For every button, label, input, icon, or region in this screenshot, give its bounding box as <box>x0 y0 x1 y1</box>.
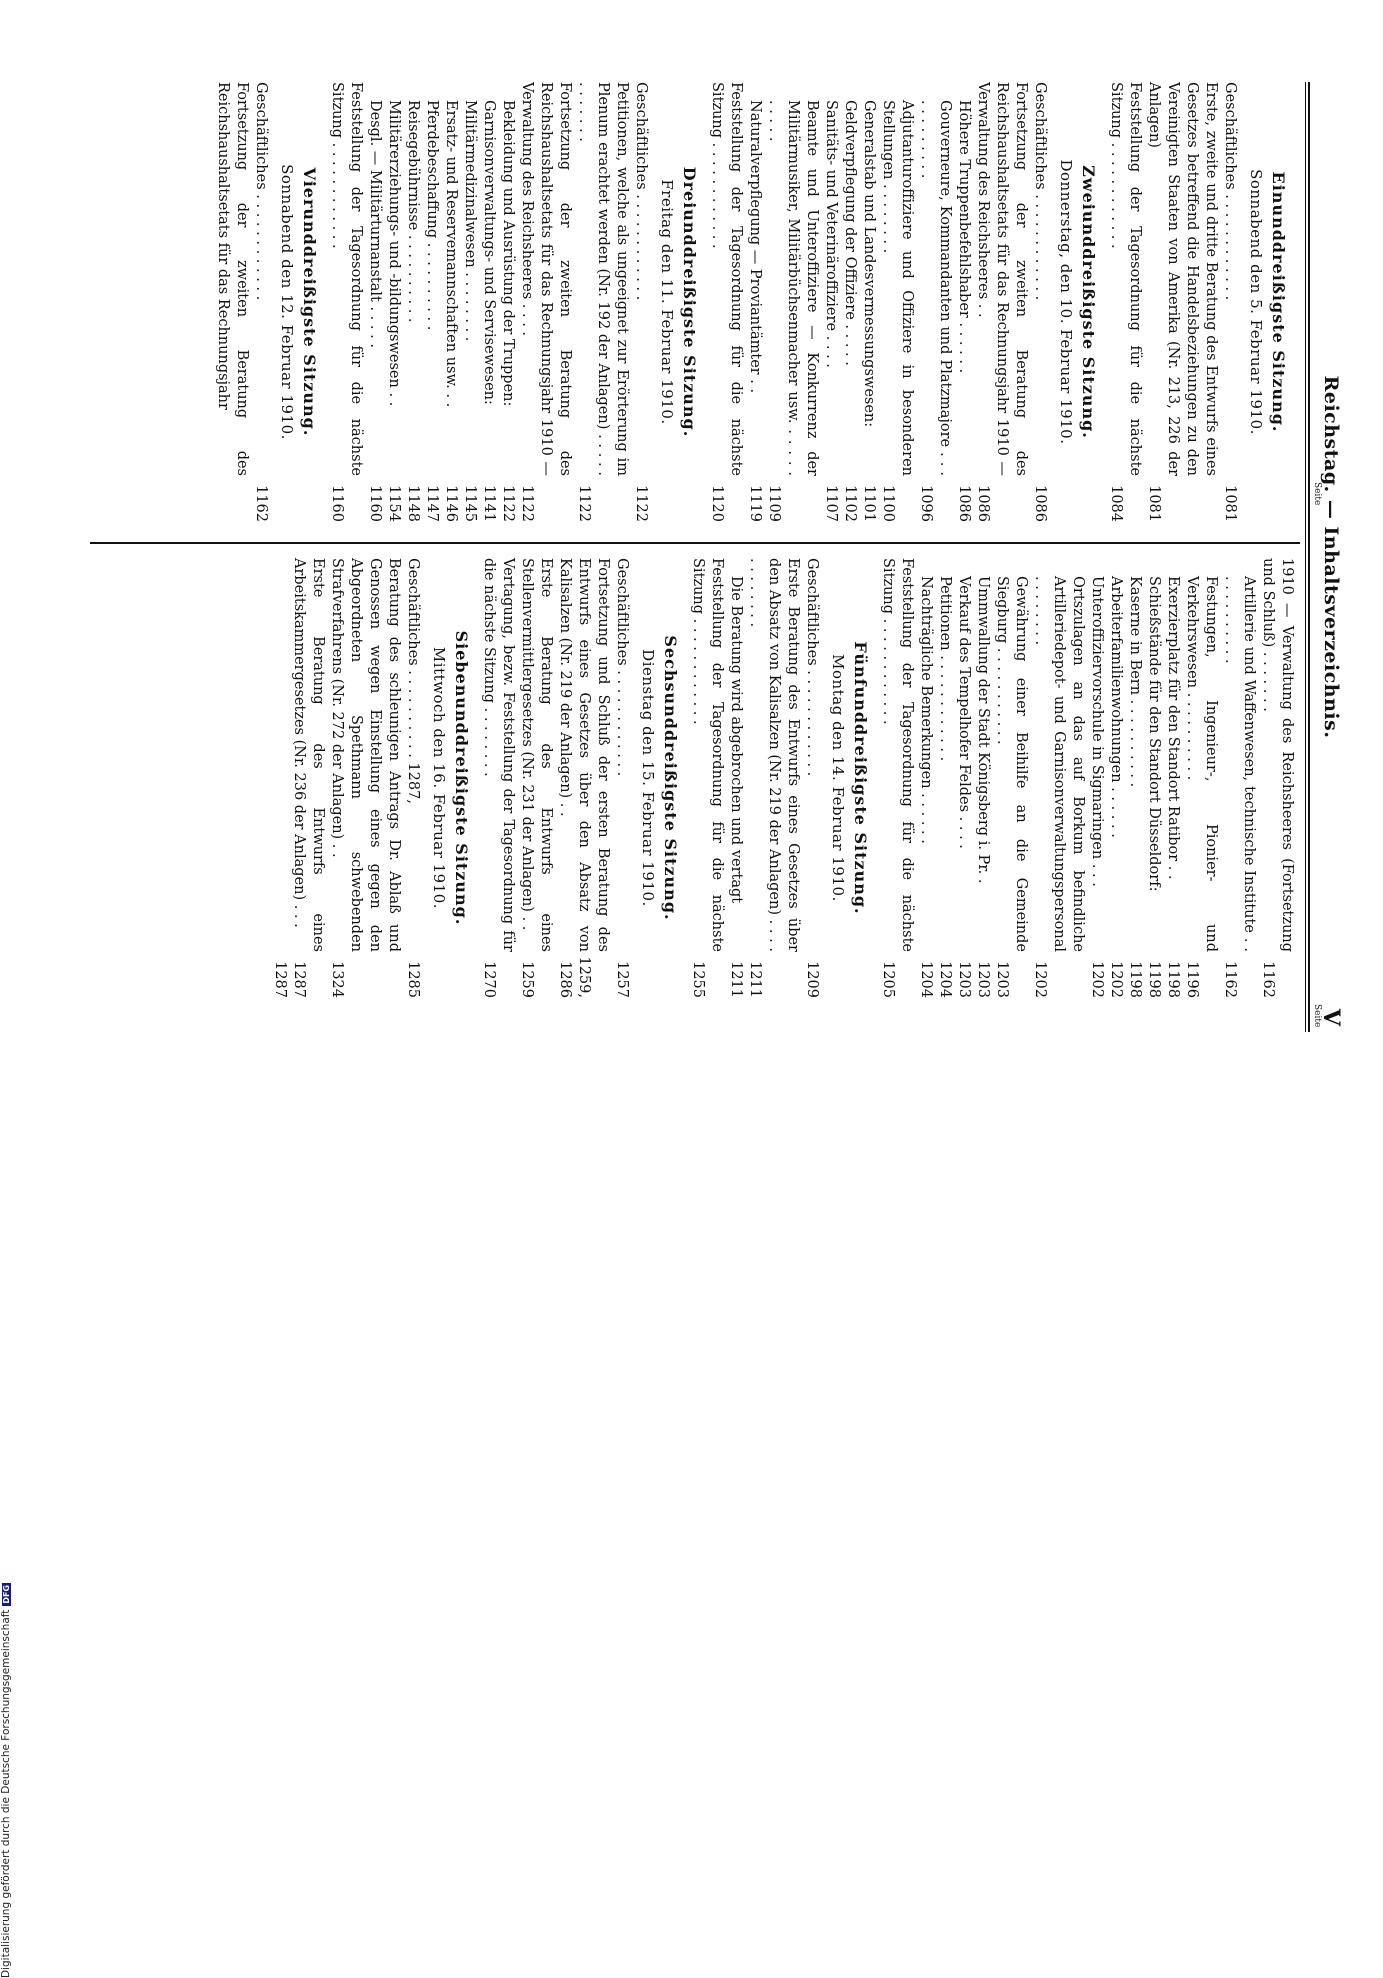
entry-text: Beratung des schleunigen Antrags Dr. Ablaß und Genossen wegen Einstellung eines gegen den Abgeordneten Spethmann schwebenden Strafverfahrens (Nr. 272 der Anlagen) . . <box>329 558 402 952</box>
index-entry <box>479 558 517 998</box>
index-entry <box>441 82 460 522</box>
index-entry <box>954 558 973 998</box>
index-entry <box>1125 558 1144 998</box>
entry-page: 1154 <box>386 485 402 522</box>
entry-page: 1107 <box>823 485 839 522</box>
index-entry <box>422 82 441 522</box>
entry-page: 1081 <box>1146 485 1162 522</box>
index-entry <box>745 558 802 998</box>
page-number: V <box>1318 1008 1344 1026</box>
entry-page: 1122 <box>576 485 592 522</box>
entry-text: Geldverpflegung der Offiziere . . . . . <box>842 100 858 366</box>
session-title: Einunddreißigste Sitzung. <box>1269 171 1288 433</box>
entry-text: 1910 — Verwaltung des Reichsheeres (Fortsetzung und Schluß) . . . . . . . <box>1260 558 1295 952</box>
entry-text: Fortsetzung der zweiten Beratung des Reichshaushaltsetats für das Rechnungsjahr <box>215 82 250 476</box>
entry-text: Fortsetzung der zweiten Beratung des Reichshaushaltsetats für das Rechnungsjahr 1910 — Verwaltung des Reichsheeres . . . . <box>519 82 573 476</box>
entry-page: 1259, 1286 <box>557 956 592 998</box>
session-date: Mittwoch den 16. Februar 1910. <box>430 646 448 910</box>
entry-text: Feststellung der Tagesordnung für die nächste Sitzung . . . . . . . . . . . . <box>709 82 744 476</box>
entry-text: Geschäftliches . . . . . . . . . . 1287, <box>405 558 421 804</box>
index-entry <box>859 82 878 522</box>
session-title: Vierunddreißigste Sitzung. <box>300 167 319 437</box>
index-entry <box>1258 558 1296 998</box>
index-entry <box>935 558 954 998</box>
index-entry <box>878 558 916 998</box>
entry-page: 1287 <box>272 961 288 998</box>
entry-page: 1202 <box>1089 961 1105 998</box>
entry-page: 1259 <box>519 961 535 998</box>
index-page <box>76 82 1346 1032</box>
index-entry <box>251 82 270 522</box>
index-entry <box>1163 558 1182 998</box>
session-date: Dienstag den 15. Februar 1910. <box>639 649 657 907</box>
index-entry <box>840 82 859 522</box>
session-date: Sonnabend den 12. Februar 1910. <box>278 164 296 440</box>
entry-page: 1205 <box>880 961 896 998</box>
entry-page: 1122 <box>519 485 535 522</box>
index-entry <box>764 82 821 522</box>
entry-text: Garnisonverwaltungs- und Servisewesen: <box>481 100 497 405</box>
entry-text: Militärmedizinalwesen . . . . . . . . <box>462 100 478 342</box>
entry-page: 1196 <box>1184 961 1200 998</box>
entry-text: Feststellung der Tagesordnung für die nächste Sitzung . . . . . . . . . . . . <box>1108 82 1143 476</box>
entry-text: Ersatz- und Reservemannschaften usw. . . <box>443 100 459 408</box>
entry-page: 1202 <box>1032 961 1048 998</box>
index-entry <box>1087 558 1106 998</box>
index-entry <box>745 82 764 522</box>
entry-page: 1100 <box>880 485 896 522</box>
entry-text: Erste Beratung des Entwurfs eines Gesetzes über den Absatz von Kalisalzen (Nr. 219 der Anlagen) . . . . . . . . . . . . <box>747 558 801 952</box>
index-entry <box>517 82 574 522</box>
session-block <box>270 558 471 998</box>
session-block <box>1106 82 1288 522</box>
entry-page: 1101 <box>861 485 877 522</box>
index-entry <box>460 82 479 522</box>
entry-text: Geschäftliches . . . . . . . . . . . . <box>253 82 269 301</box>
index-entry <box>726 558 745 998</box>
seite-label-right: Seite <box>1312 1004 1322 1028</box>
index-entry <box>1106 558 1125 998</box>
index-entry <box>289 558 327 998</box>
entry-page: 1081 <box>1222 485 1238 522</box>
index-entry <box>954 82 973 522</box>
left-column <box>207 82 1296 522</box>
entry-page: 1162 <box>1260 961 1276 998</box>
entry-page: 1162 <box>253 485 269 522</box>
index-entry <box>821 82 840 522</box>
entry-text: Geschäftliches . . . . . . . . . . . . <box>614 558 630 777</box>
entry-page: 1198 <box>1146 961 1162 998</box>
index-entry <box>517 558 555 998</box>
entry-page: 1086 <box>975 485 991 522</box>
entry-text: Geschäftliches . . . . . . . . . . . . <box>633 82 649 301</box>
index-entry <box>1144 558 1163 998</box>
session-title: Siebenunddreißigste Sitzung. <box>452 630 471 926</box>
session-title: Sechsunddreißigste Sitzung. <box>661 635 680 921</box>
index-entry <box>365 82 384 522</box>
entry-page: 1324 <box>329 961 345 998</box>
entry-page: 1255 <box>690 961 706 998</box>
entry-text: Pferdebeschaffung . . . . . . . . . . <box>424 100 440 331</box>
entry-text: Reisegebührnisse . . . . . . . . . . <box>405 100 421 323</box>
entry-page: 1202 <box>1108 961 1124 998</box>
header-rule-thin <box>1305 82 1306 1032</box>
entry-text: Ortszulagen an das auf Borkum befindliche Artilleriedepot- und Garnisonverwaltungspersonal . . . . . . . . <box>1032 576 1086 952</box>
entry-text: Erste Beratung des Entwurfs eines Stellenvermittlergesetzes (Nr. 231 der Anlagen) . . <box>519 558 554 952</box>
index-entry <box>479 82 498 522</box>
entry-page: 1102 <box>842 485 858 522</box>
entry-page: 1203 <box>994 961 1010 998</box>
page-header <box>1310 82 1346 1032</box>
session-date: Sonnabend den 5. Februar 1910. <box>1247 169 1265 435</box>
entry-text: Bekleidung und Ausrüstung der Truppen: <box>500 100 516 407</box>
entry-page: 1122 <box>633 485 649 522</box>
entry-text: Artillerie und Waffenwesen, technische Institute . . . . . . . . . . . . <box>1222 576 1257 952</box>
entry-page: 1203 <box>956 961 972 998</box>
index-entry <box>327 558 403 998</box>
entry-text: Verkauf des Tempelhofer Feldes . . . . <box>956 576 972 849</box>
entry-page: 1147 <box>424 485 440 522</box>
session-block <box>878 558 1296 998</box>
entry-page: 1141 <box>481 485 497 522</box>
index-entry <box>688 558 726 998</box>
index-entry <box>498 82 517 522</box>
entry-text: Adjutanturoffiziere und Offiziere in besonderen Stellungen . . . . . . . . <box>880 100 915 476</box>
index-entry <box>973 558 992 998</box>
entry-page: 1119 <box>747 485 763 522</box>
index-entry <box>1030 82 1049 522</box>
dfg-logo: DFG <box>2 1584 11 1604</box>
entry-text: Geschäftliches . . . . . . . . . . . . <box>804 558 820 777</box>
digitization-note <box>0 978 14 1978</box>
index-entry <box>1030 558 1087 998</box>
index-entry <box>1220 558 1258 998</box>
index-entry <box>631 82 650 522</box>
entry-text: Unteroffiziervorschule in Sigmaringen . . . <box>1089 576 1105 887</box>
index-entry <box>555 558 612 998</box>
entry-text: Kaserne in Bern . . . . . . . . . . <box>1127 576 1143 788</box>
entry-page: 1120 <box>709 485 725 522</box>
index-entry <box>878 82 916 522</box>
entry-text: Beamte und Unteroffiziere — Konkurrenz der Militärmusiker, Militärbüchsenmacher usw. . . . . . . . . . . <box>766 100 820 476</box>
entry-text: Feststellung der Tagesordnung für die nächste Sitzung . . . . . . . . . . . . <box>329 82 364 476</box>
entry-page: 1122 <box>500 485 516 522</box>
entry-text: Gouverneure, Kommandanten und Platzmajore . . . . . . . . . . . . <box>918 100 953 476</box>
entry-text: Feststellung der Tagesordnung für die nächste Sitzung . . . . . . . . . . . . <box>880 558 915 952</box>
entry-text: Naturalverpflegung — Proviantämter . . <box>747 100 763 394</box>
index-entry <box>327 82 365 522</box>
column-divider <box>90 542 1300 544</box>
entry-page: 1096 <box>918 485 934 522</box>
entry-text: Fortsetzung und Schluß der ersten Beratung des Entwurfs eines Gesetzes über den Absatz von Kalisalzen (Nr. 219 der Anlagen) . . <box>557 558 611 952</box>
index-entry <box>802 558 821 998</box>
entry-text: Sanitäts- und Veterinäroffiziere . . . . <box>823 100 839 368</box>
index-entry <box>270 558 289 998</box>
index-entry <box>1182 558 1220 998</box>
index-entry <box>916 82 954 522</box>
entry-page: 1211 <box>747 961 763 998</box>
seite-label-left: Seite <box>1312 482 1322 506</box>
entry-page: 1145 <box>462 485 478 522</box>
session-block <box>707 82 1098 522</box>
header-rule <box>1308 82 1310 1032</box>
entry-text: Generalstab und Landesvermessungswesen: <box>861 100 877 428</box>
entry-page: 1209 <box>804 961 820 998</box>
index-entry <box>384 82 403 522</box>
index-entry <box>574 82 631 522</box>
index-entry <box>612 558 631 998</box>
index-entry <box>1106 82 1144 522</box>
entry-text: Erste Beratung des Entwurfs eines Arbeitskammergesetzes (Nr. 236 der Anlagen) . . . <box>291 558 326 952</box>
entry-page: 1287 <box>291 961 307 998</box>
entry-text: Fortsetzung der zweiten Beratung des Reichshaushaltsetats für das Rechnungsjahr 1910 — Verwaltung des Reichsheeres . . <box>975 82 1029 476</box>
entry-text: Gewährung einer Beihilfe an die Gemeinde Siegburg . . . . . . . . . . . <box>994 576 1029 952</box>
entry-page: 1160 <box>367 485 383 522</box>
entry-text: Ummwallung der Stadt Königsberg i. Pr. . <box>975 576 991 884</box>
index-entry <box>403 82 422 522</box>
entry-text: Nachträgliche Bemerkungen . . . . . . <box>918 576 934 844</box>
entry-text: Petitionen . . . . . . . . . . . . <box>937 576 953 762</box>
entry-page: 1109 <box>766 485 782 522</box>
entry-page: 1198 <box>1127 961 1143 998</box>
session-date: Freitag den 11. Februar 1910. <box>658 179 676 425</box>
running-title: Reichstag. — Inhaltsverzeichnis. <box>1320 375 1342 739</box>
entry-text: Höhere Truppenbefehlshaber . . . . . . <box>956 100 972 374</box>
entry-text: Schießstände für den Standort Düsseldorf: <box>1146 576 1162 892</box>
entry-text: Vertagung, bezw. Feststellung der Tagesordnung für die nächste Sitzung . . . . . . . . <box>481 558 516 952</box>
entry-page: 1257 <box>614 961 630 998</box>
index-entry <box>403 558 422 998</box>
entry-text: Militärerziehungs- und -bildungswesen . . <box>386 100 402 407</box>
entry-page: 1160 <box>329 485 345 522</box>
index-entry <box>1220 82 1239 522</box>
index-entry <box>707 82 745 522</box>
index-entry <box>1144 82 1220 522</box>
session-block <box>327 82 699 522</box>
entry-page: 1211 <box>728 961 744 998</box>
entry-text: Arbeiterfamilienwohnungen . . . . . . <box>1108 576 1124 838</box>
index-entry <box>992 558 1030 998</box>
session-title: Fünfunddreißigste Sitzung. <box>851 641 870 915</box>
index-entry <box>973 82 1030 522</box>
entry-page: 1146 <box>443 485 459 522</box>
index-entry <box>916 558 935 998</box>
digitization-note-text: Digitalisierung gefördert durch die Deutsche Forschungsgemeinschaft <box>0 1609 12 1978</box>
entry-page: 1084 <box>1108 485 1124 522</box>
entry-text: Die Beratung wird abgebrochen und vertagt <box>728 576 744 904</box>
entry-page: 1204 <box>937 961 953 998</box>
entry-page: 1086 <box>956 485 972 522</box>
entry-text: Petitionen, welche als ungeeignet zur Erörterung im Plenum erachtet werden (Nr. 192 der Anlagen) . . . . . . . . . . . . <box>576 82 630 476</box>
entry-page: 1198 <box>1165 961 1181 998</box>
entry-text: Geschäftliches . . . . . . . . . . . . <box>1222 82 1238 301</box>
index-entry <box>213 82 251 522</box>
session-block <box>688 558 870 998</box>
entry-page: 1162 <box>1222 961 1238 998</box>
session-date: Donnerstag, den 10. Februar 1910. <box>1057 159 1075 445</box>
entry-page: 1285 <box>405 961 421 998</box>
entry-text: Erste, zweite und dritte Beratung des Entwurfs eines Gesetzes betreffend die Handelsbeziehungen zu den Vereinigten Staaten von Amerika (Nr. 213, 226 der Anlagen) <box>1146 82 1219 476</box>
session-title: Dreiunddreißigste Sitzung. <box>680 166 699 438</box>
entry-page: 1086 <box>1032 485 1048 522</box>
entry-text: Desgl. — Militärturnanstalt . . . . . <box>367 100 383 348</box>
session-block <box>479 558 680 998</box>
session-block <box>213 82 319 522</box>
entry-page: 1203 <box>975 961 991 998</box>
entry-text: Exerzierplatz für den Standort Ratibor . . <box>1165 576 1181 880</box>
session-date: Montag den 14. Februar 1910. <box>829 654 847 902</box>
entry-text: Feststellung der Tagesordnung für die nächste Sitzung . . . . . . . . . . . . <box>690 558 725 952</box>
session-title: Zweiunddreißigste Sitzung. <box>1079 165 1098 439</box>
entry-text: Geschäftliches . . . . . . . . . . . . <box>1032 82 1048 301</box>
right-column <box>264 558 1296 998</box>
entry-page: 1204 <box>918 961 934 998</box>
entry-page: 1148 <box>405 485 421 522</box>
entry-page: 1270 <box>481 961 497 998</box>
entry-text: Festungen, Ingenieur-, Pionier- und Verkehrswesen . . . . . . . . . . <box>1184 576 1219 952</box>
